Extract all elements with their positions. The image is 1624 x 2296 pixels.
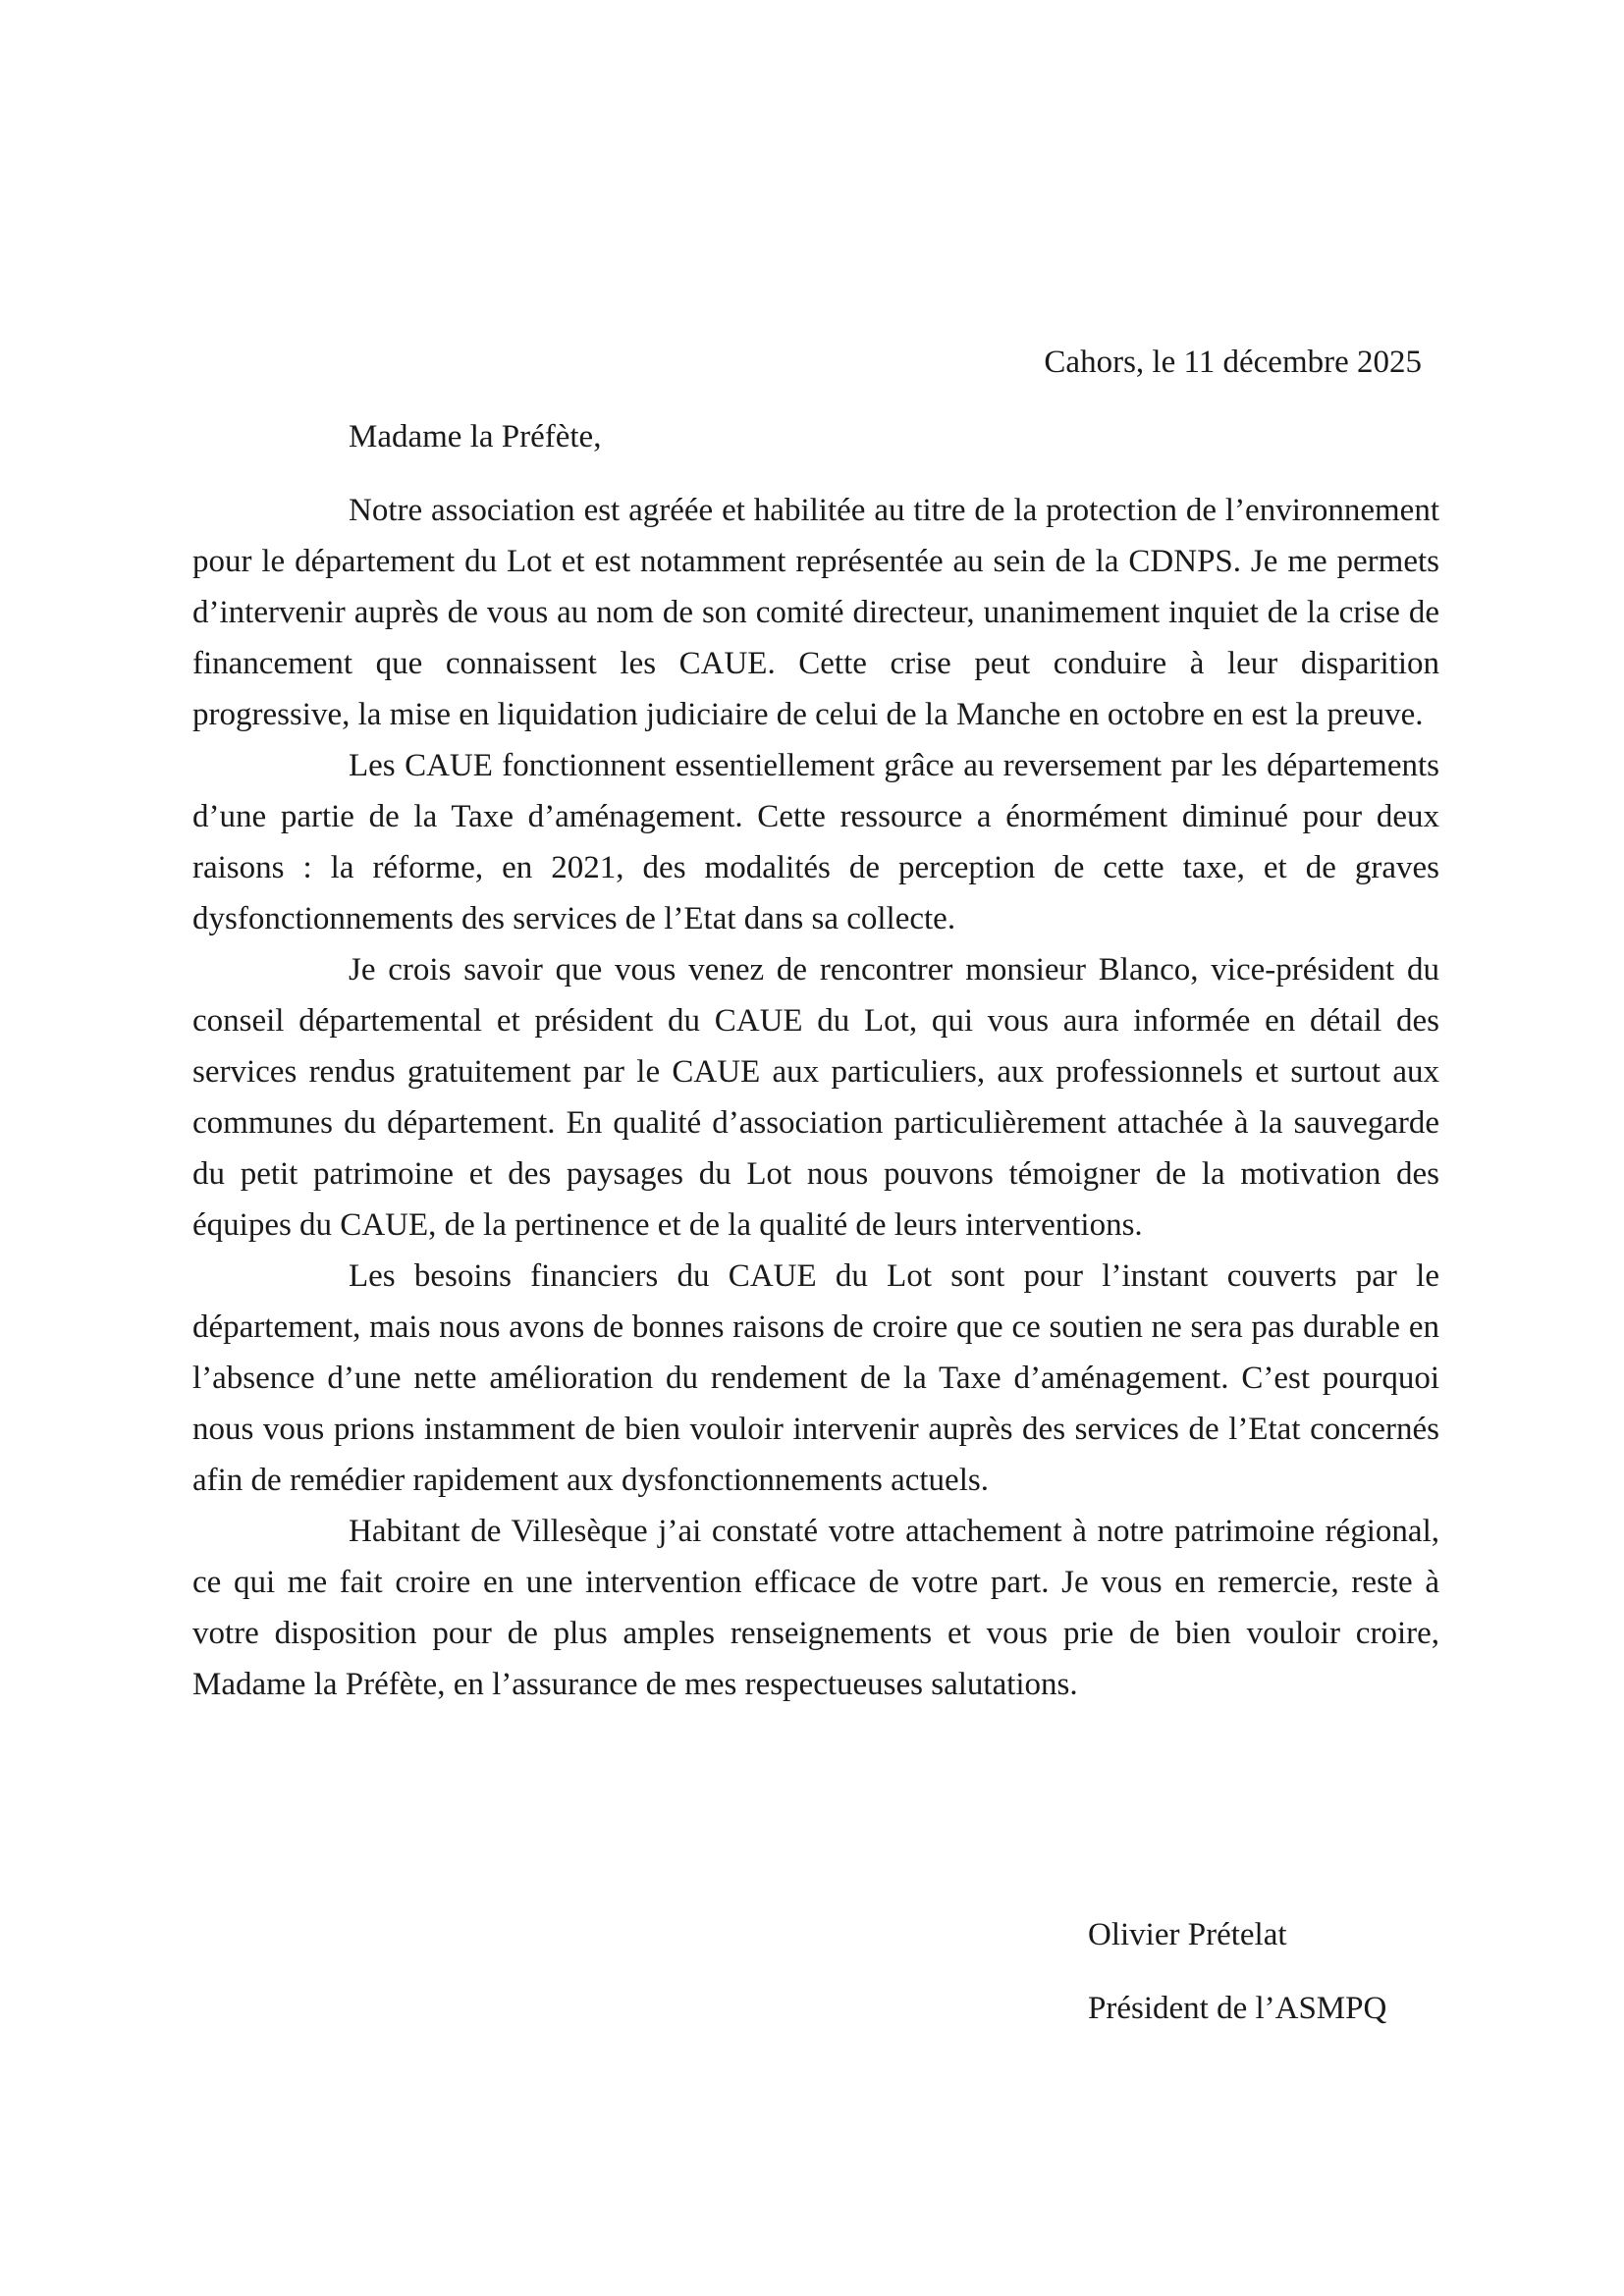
letter-date: Cahors, le 11 décembre 2025: [1044, 345, 1422, 380]
letter-paragraph: Habitant de Villesèque j’ai constaté votre attachement à notre patrimoine régional, ce qui me fait croire en une intervention efficace de votre part. Je vous en remercie, reste à votre disposition pour de plus amples renseignements et vous prie de bien vouloir croire, Madame la Préfète, en l’assurance de mes respectueuses salutations.: [192, 1514, 1439, 1702]
signature-name: Olivier Prételat: [1088, 1917, 1287, 1952]
letter-paragraph: Je crois savoir que vous venez de rencontrer monsieur Blanco, vice-président du conseil départemental et président du CAUE du Lot, qui vous aura informée en détail des services rendus gratuitement par le CAUE aux particuliers, aux professionnels et surtout aux communes du département. En qualité d’association particulièrement attachée à la sauvegarde du petit patrimoine et des paysages du Lot nous pouvons témoigner de la motivation des équipes du CAUE, de la pertinence et de la qualité de leurs interventions.: [192, 952, 1439, 1243]
letter-body: [192, 485, 1439, 1710]
letter-paragraph: Les besoins financiers du CAUE du Lot sont pour l’instant couverts par le département, mais nous avons de bonnes raisons de croire que ce soutien ne sera pas durable en l’absence d’une nette amélioration du rendement de la Taxe d’aménagement. C’est pourquoi nous vous prions instamment de bien vouloir intervenir auprès des services de l’Etat concernés afin de remédier rapidement aux dysfonctionnements actuels.: [192, 1258, 1439, 1498]
letter-paragraph: Les CAUE fonctionnent essentiellement grâce au reversement par les départements d’une partie de la Taxe d’aménagement. Cette ressource a énormément diminué pour deux raisons : la réforme, en 2021, des modalités de perception de cette taxe, et de graves dysfonctionnements des services de l’Etat dans sa collecte.: [192, 748, 1439, 936]
letter-salutation: Madame la Préfète,: [349, 419, 602, 454]
signature-title: Président de l’ASMPQ: [1088, 1991, 1387, 2026]
letter-paragraph: Notre association est agréée et habilitée au titre de la protection de l’environnement pour le département du Lot et est notamment représentée au sein de la CDNPS. Je me permets d’intervenir auprès de vous au nom de son comité directeur, unanimement inquiet de la crise de financement que connaissent les CAUE. Cette crise peut conduire à leur disparition progressive, la mise en liquidation judiciaire de celui de la Manche en octobre en est la preuve.: [192, 493, 1439, 732]
